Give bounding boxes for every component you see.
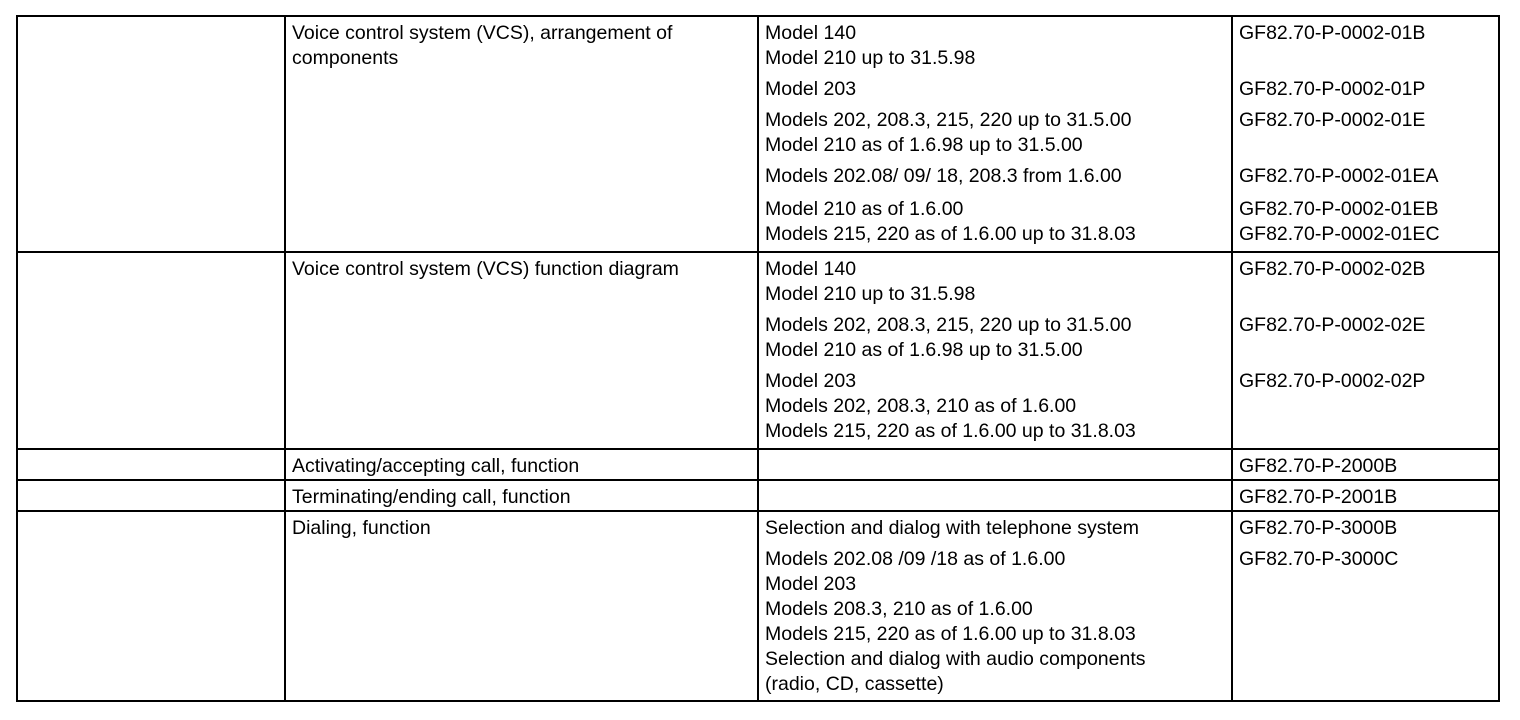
document-number-cell [1232, 511, 1499, 701]
document-number: GF82.70-P-0002-01E [1239, 109, 1426, 131]
component-label: Voice control system (VCS) function diagram [292, 258, 679, 280]
table-row [17, 511, 1499, 701]
model-line: Models 202.08/ 09/ 18, 208.3 from 1.6.00 [765, 165, 1122, 187]
model-group [765, 547, 1225, 697]
document-number-cell [1232, 16, 1499, 252]
model-group [765, 164, 1225, 189]
document-number: GF82.70-P-0002-02P [1239, 370, 1426, 392]
spacer-line [1239, 133, 1492, 158]
component-label: Dialing, function [292, 517, 431, 539]
model-line: Model 210 up to 31.5.98 [765, 47, 976, 69]
component-cell [285, 480, 758, 511]
model-group [765, 516, 1225, 541]
model-line: Model 203 [765, 573, 857, 595]
model-group [765, 77, 1225, 102]
table-row [17, 252, 1499, 449]
model-line: Model 210 up to 31.5.98 [765, 283, 976, 305]
component-cell [285, 16, 758, 252]
component-label: Terminating/ending call, function [292, 486, 571, 508]
model-line: Model 203 [765, 78, 857, 100]
model-line: Models 215, 220 as of 1.6.00 up to 31.8.03 [765, 623, 1136, 645]
model-group [765, 21, 1225, 71]
models-cell [758, 252, 1232, 449]
model-line: Models 208.3, 210 as of 1.6.00 [765, 598, 1033, 620]
document-number: GF82.70-P-0002-01EC [1239, 223, 1440, 245]
document-table [16, 15, 1500, 702]
document-number-cell [1232, 480, 1499, 511]
model-group [765, 257, 1225, 307]
model-line: Model 210 as of 1.6.00 [765, 198, 964, 220]
empty-cell [17, 511, 285, 701]
empty-cell [17, 480, 285, 511]
document-number-cell [1232, 449, 1499, 480]
empty-cell [17, 449, 285, 480]
spacer-line [1239, 282, 1492, 307]
document-number: GF82.70-P-3000B [1239, 517, 1398, 539]
spacer-line [1239, 46, 1492, 71]
models-cell [758, 480, 1232, 511]
empty-cell [17, 252, 285, 449]
model-group [765, 108, 1225, 158]
model-line: Selection and dialog with audio components (radio, CD, cassette) [765, 648, 1146, 695]
document-number: GF82.70-P-0002-02E [1239, 314, 1426, 336]
document-number: GF82.70-P-3000C [1239, 548, 1399, 570]
model-line: Model 210 as of 1.6.98 up to 31.5.00 [765, 339, 1083, 361]
model-line: Models 202.08 /09 /18 as of 1.6.00 [765, 548, 1066, 570]
component-label: Voice control system (VCS), arrangement of components [292, 22, 673, 69]
model-line: Models 202, 208.3, 215, 220 up to 31.5.00 [765, 314, 1132, 336]
document-number: GF82.70-P-0002-01EB [1239, 198, 1439, 220]
model-line: Selection and dialog with telephone system [765, 517, 1139, 539]
component-label: Activating/accepting call, function [292, 455, 580, 477]
model-line: Models 215, 220 as of 1.6.00 up to 31.8.03 [765, 223, 1136, 245]
model-group [765, 313, 1225, 363]
table-row [17, 449, 1499, 480]
model-group [765, 222, 1225, 247]
document-number: GF82.70-P-0002-01P [1239, 78, 1426, 100]
model-group [765, 197, 1225, 222]
table-row [17, 480, 1499, 511]
model-line: Model 140 [765, 22, 857, 44]
document-number-cell [1232, 252, 1499, 449]
component-cell [285, 252, 758, 449]
model-line: Models 202, 208.3, 215, 220 up to 31.5.00 [765, 109, 1132, 131]
empty-cell [17, 16, 285, 252]
model-line: Models 215, 220 as of 1.6.00 up to 31.8.03 [765, 420, 1136, 442]
model-group [765, 369, 1225, 444]
spacer-line [1239, 338, 1492, 363]
component-cell [285, 449, 758, 480]
document-number: GF82.70-P-0002-01B [1239, 22, 1426, 44]
model-line: Model 210 as of 1.6.98 up to 31.5.00 [765, 134, 1083, 156]
document-number: GF82.70-P-2000B [1239, 455, 1398, 477]
component-cell [285, 511, 758, 701]
table-row [17, 16, 1499, 252]
models-cell [758, 511, 1232, 701]
document-number: GF82.70-P-2001B [1239, 486, 1398, 508]
models-cell [758, 16, 1232, 252]
models-cell [758, 449, 1232, 480]
document-number: GF82.70-P-0002-01EA [1239, 165, 1439, 187]
model-line: Model 140 [765, 258, 857, 280]
model-line: Model 203 [765, 370, 857, 392]
document-number: GF82.70-P-0002-02B [1239, 258, 1426, 280]
model-line: Models 202, 208.3, 210 as of 1.6.00 [765, 395, 1077, 417]
